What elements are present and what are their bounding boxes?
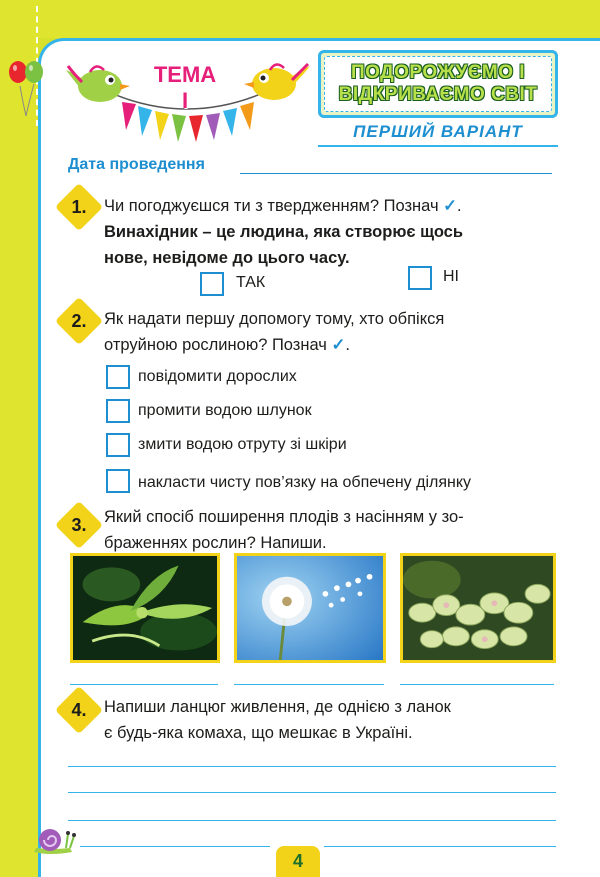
- option-1-label: повідомити дорослих: [138, 368, 297, 385]
- answer-line-2[interactable]: [234, 684, 384, 685]
- maple-seeds-photo: [70, 553, 220, 663]
- variant-heading: ПЕРШИЙ ВАРІАНТ: [353, 122, 523, 141]
- snail-icon: [30, 822, 76, 856]
- title-banner-inner: [324, 56, 552, 112]
- task-2-question: Як надати першу допомогу тому, хто обпікся отруйною рослиною? Познач ✓.: [104, 306, 564, 358]
- top-border: [0, 0, 600, 38]
- task-4-question: [104, 694, 564, 746]
- option-4-label: накласти чисту пов’язку на обпечену ділянку: [138, 474, 472, 491]
- option-no-checkbox[interactable]: [408, 266, 432, 290]
- topic-heading: [150, 62, 220, 114]
- writing-line-1[interactable]: [68, 766, 556, 767]
- option-2-checkbox[interactable]: [106, 399, 130, 423]
- title-line-2: ВІДКРИВАЄМО СВІТ: [338, 84, 538, 105]
- task-3-question-line-1: Який спосіб поширення плодів з насінням у зо-: [104, 508, 464, 526]
- dandelion-photo: [234, 553, 386, 663]
- task-1-question-text: Чи погоджуєшся ти з твердженням? Познач: [104, 197, 439, 215]
- date-label: Дата проведення: [68, 156, 205, 173]
- task-2-question-line-2: отруйною рослиною? Познач: [104, 336, 327, 354]
- option-3-checkbox[interactable]: [106, 433, 130, 457]
- page-number: 4: [276, 846, 320, 877]
- task-3-question: [104, 504, 564, 556]
- task-4-question-line-1: Напиши ланцюг живлення, де однією з ланок: [104, 698, 451, 716]
- task-4-question-line-2: є будь-яка комаха, що мешкає в Україні.: [104, 724, 413, 742]
- checkmark-icon: ✓: [331, 336, 346, 354]
- task-1-statement: [104, 219, 564, 271]
- balloons-icon: [6, 58, 46, 118]
- option-yes-label: ТАК: [236, 274, 266, 291]
- writing-line-2[interactable]: [68, 792, 556, 793]
- task-4-badge: 4.: [55, 686, 103, 734]
- date-input-line[interactable]: [240, 173, 552, 174]
- writing-line-3[interactable]: [68, 820, 556, 821]
- variant-underline: [318, 145, 558, 147]
- option-3-label: змити водою отруту зі шкіри: [138, 436, 347, 453]
- option-no-label: НІ: [443, 268, 459, 285]
- answer-line-3[interactable]: [400, 684, 554, 685]
- title-banner: [318, 50, 558, 118]
- option-2-label: промити водою шлунок: [138, 402, 312, 419]
- task-1-badge: 1.: [55, 183, 103, 231]
- ash-seeds-photo: [400, 553, 556, 663]
- task-3-question-line-2: браженнях рослин? Напиши.: [104, 534, 327, 552]
- option-4-checkbox[interactable]: [106, 469, 130, 493]
- left-border: [0, 0, 38, 877]
- title-line-1: ПОДОРОЖУЄМО І: [350, 62, 526, 83]
- right-bird: [244, 64, 310, 100]
- topic-label: ТЕМА: [153, 62, 217, 87]
- writing-line-4a[interactable]: [80, 846, 270, 847]
- option-1-checkbox[interactable]: [106, 365, 130, 389]
- task-3-badge: 3.: [55, 501, 103, 549]
- task-1-statement-line-1: Винахідник – це людина, яка створює щось: [104, 223, 463, 241]
- task-2-badge: 2.: [55, 297, 103, 345]
- task-1-question: Чи погоджуєшся ти з твердженням? Познач ✓.: [104, 197, 462, 215]
- answer-line-1[interactable]: [70, 684, 218, 685]
- option-yes-checkbox[interactable]: [200, 272, 224, 296]
- writing-line-4b[interactable]: [324, 846, 556, 847]
- checkmark-icon: ✓: [443, 197, 457, 215]
- task-1-statement-line-2: нове, невідоме до цього часу.: [104, 249, 350, 267]
- topic-number: І: [181, 88, 189, 113]
- task-2-question-line-1: Як надати першу допомогу тому, хто обпікся: [104, 310, 445, 328]
